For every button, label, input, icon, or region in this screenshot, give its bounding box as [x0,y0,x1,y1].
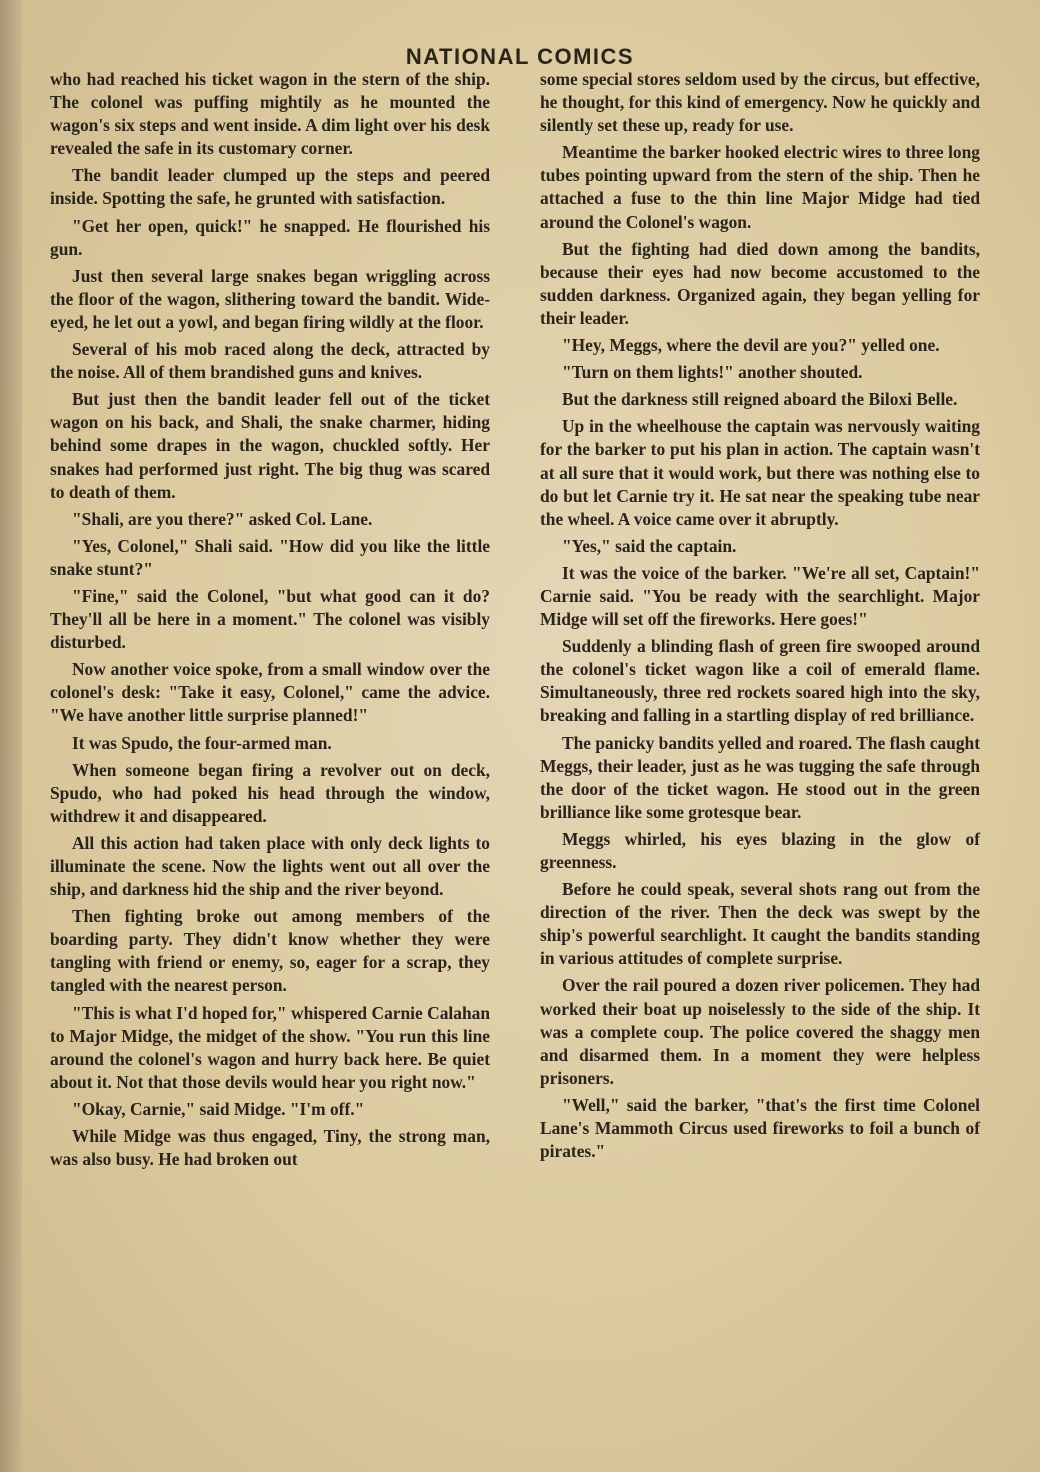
paragraph: Before he could speak, several shots rang out from the direction of the river. Then the deck was swept by the ship's powerful searchlight. It caught the bandits standing in various attitudes of complete surprise. [540,879,980,969]
paragraph: "Fine," said the Colonel, "but what good can it do? They'll all be here in a moment." The colonel was visibly disturbed. [50,585,490,653]
page-spine-shadow [0,0,22,1472]
paragraph: All this action had taken place with only deck lights to illuminate the scene. Now the lights went out all over the ship, and darkness hid the ship and the river beyond. [50,832,490,900]
paragraph: "Well," said the barker, "that's the first time Colonel Lane's Mammoth Circus used fireworks to foil a bunch of pirates." [540,1094,980,1162]
paragraph: The bandit leader clumped up the steps and peered inside. Spotting the safe, he grunted with satisfaction. [50,165,490,209]
paragraph: Then fighting broke out among members of the boarding party. They didn't know whether they were tangling with friend or enemy, so, eager for a scrap, they tangled with the nearest person. [50,906,490,996]
paragraph: But just then the bandit leader fell out of the ticket wagon on his back, and Shali, the snake charmer, hiding behind some drapes in the wagon, chuckled softly. Her snakes had performed just right. The big thug was scared to death of them. [50,389,490,502]
left-text-column [50,68,490,1175]
page-title: NATIONAL COMICS [405,44,635,69]
paragraph: Just then several large snakes began wriggling across the floor of the wagon, slithering toward the bandit. Wide-eyed, he let out a yowl, and began firing wildly at the floor. [50,265,490,332]
paragraph: "Yes, Colonel," Shali said. "How did you like the little snake stunt?" [50,535,490,579]
paragraph: "Yes," said the captain. [562,535,737,556]
paragraph: It was the voice of the barker. "We're all set, Captain!" Carnie said. "You be ready with the searchlight. Major Midge will set off the fireworks. Here goes!" [540,562,980,630]
paragraph: "Shali, are you there?" asked Col. Lane. [72,508,373,529]
paragraph: "Turn on them lights!" another shouted. [562,362,863,383]
paragraph: some special stores seldom used by the circus, but effective, he thought, for this kind of emergency. Now he quickly and silently set these up, ready for use. [540,69,980,136]
paragraph: Several of his mob raced along the deck, attracted by the noise. All of them brandished guns and knives. [50,339,490,383]
paragraph: But the fighting had died down among the bandits, because their eyes had now become accustomed to the sudden darkness. Organized again, they began yelling for their leader. [540,238,980,328]
paragraph: Meggs whirled, his eyes blazing in the glow of greenness. [540,828,980,872]
paragraph: It was Spudo, the four-armed man. [72,732,332,753]
paragraph: Over the rail poured a dozen river policemen. They had worked their boat up noiselessly to the side of the ship. It was a complete coup. The police covered the shaggy men and disarmed them. In a moment they were helpless prisoners. [540,975,980,1088]
paragraph: Now another voice spoke, from a small window over the colonel's desk: "Take it easy, Colonel," came the advice. "We have another little surprise planned!" [50,659,490,726]
paragraph: Up in the wheelhouse the captain was nervously waiting for the barker to put his plan in action. The captain wasn't at all sure that it would work, but there was nothing else to do but let Carnie try it. He sat near the speaking tube near the wheel. A voice came over it abruptly. [540,416,980,529]
paragraph: "Hey, Meggs, where the devil are you?" yelled one. [562,335,940,356]
paragraph: While Midge was thus engaged, Tiny, the strong man, was also busy. He had broken out [50,1126,490,1170]
paragraph: "Get her open, quick!" he snapped. He flourished his gun. [50,215,490,259]
paragraph: Meantime the barker hooked electric wires to three long tubes pointing upward from the stern of the ship. Then he attached a fuse to the thin line Major Midge had tied around the Colonel's wagon. [540,142,980,232]
paragraph: Suddenly a blinding flash of green fire swooped around the colonel's ticket wagon like a coil of emerald flame. Simultaneously, three red rockets soared high into the sky, breaking and falling in a startling display of red brilliance. [540,636,980,726]
right-text-column [540,68,980,1167]
paragraph: "Okay, Carnie," said Midge. "I'm off." [72,1098,365,1119]
paragraph: who had reached his ticket wagon in the stern of the ship. The colonel was puffing mightily as he mounted the wagon's six steps and went inside. A dim light over his desk revealed the safe in its customary corner. [50,69,490,159]
paragraph: When someone began firing a revolver out on deck, Spudo, who had poked his head through the window, withdrew it and disappeared. [50,759,490,826]
paragraph: But the darkness still reigned aboard the Biloxi Belle. [562,389,958,410]
paragraph: The panicky bandits yelled and roared. The flash caught Meggs, their leader, just as he was tugging the safe through the door of the ticket wagon. He stood out in the green brilliance like some grotesque bear. [540,732,980,822]
paragraph: "This is what I'd hoped for," whispered Carnie Calahan to Major Midge, the midget of the show. "You run this line around the colonel's wagon and hurry back here. Be quiet about it. Not that those devils would hear you right now." [50,1002,490,1092]
